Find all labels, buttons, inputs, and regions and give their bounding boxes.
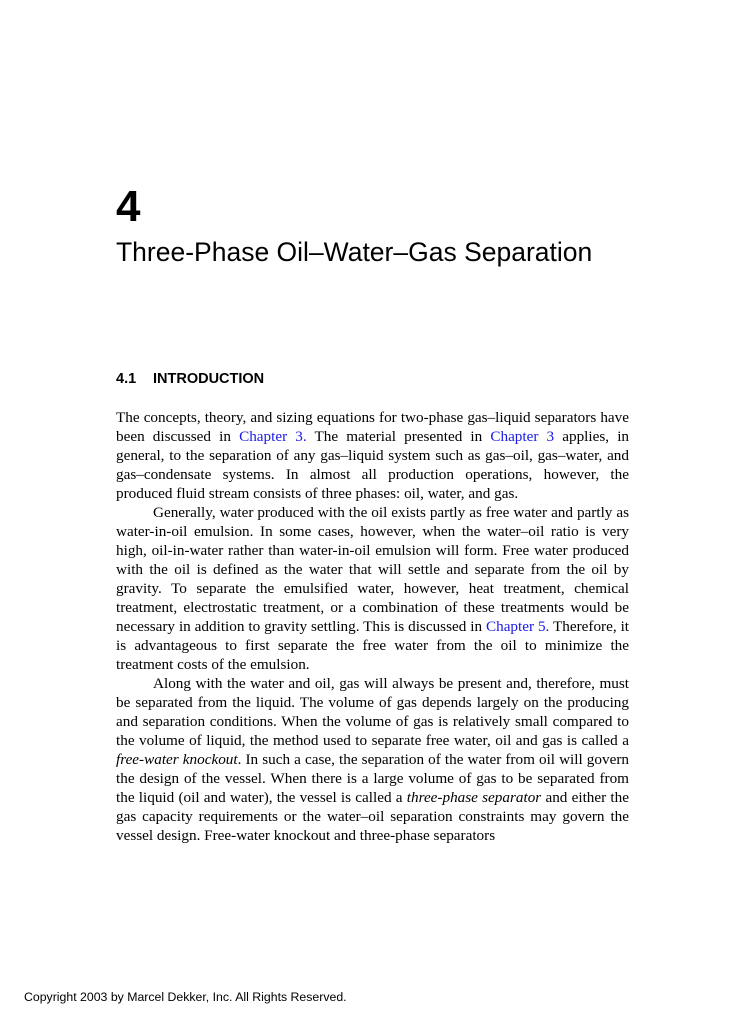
term-free-water-knockout: free-water knockout [116, 751, 238, 768]
section-heading [116, 370, 264, 388]
chapter-3-link[interactable]: Chapter 3 [490, 428, 555, 445]
paragraph-text: and either the gas capacity requirements or the water–oil separation constraints may govern the vessel design. Free-water knockout and three-phase separators [116, 789, 629, 844]
chapter-5-link[interactable]: Chapter 5. [485, 618, 550, 635]
paragraph-text: . In such a case, the separation of the water from oil will govern the design of the vessel. When there is a large volume of gas to be separated from the liquid (oil and water), the vessel is called a [116, 751, 629, 806]
chapter-number: 4 [116, 182, 141, 231]
paragraph-text: Therefore, it is advantageous to first separate the free water from the oil to minimize the treatment costs of the emulsion. [116, 618, 630, 673]
copyright-notice: Copyright 2003 by Marcel Dekker, Inc. All Rights Reserved. [24, 990, 347, 1004]
chapter-3-link[interactable]: Chapter 3. [239, 428, 307, 445]
paragraph-text: applies, in general, to the separation of any gas–liquid system such as gas–oil, gas–water, and gas–condensate systems. In almost all production operations, however, the produced fluid stream consists of three phases: oil, water, and gas. [116, 428, 630, 502]
paragraph-3 [116, 674, 629, 845]
paragraph-text: Generally, water produced with the oil exists partly as free water and partly as water-in-oil emulsion. In some cases, however, when the water–oil ratio is very high, oil-in-water rather than water-in-oil emulsion will form. Free water produced with the oil is defined as the water that will settle and separate from the oil by gravity. To separate the emulsified water, however, heat treatment, chemical treatment, electrostatic treatment, or a combination of these treatments would be necessary in addition to gravity settling. This is discussed in [116, 504, 629, 635]
paragraph-text: The material presented in [306, 428, 491, 445]
body-text [116, 408, 629, 845]
term-three-phase-separator: three-phase separator [406, 789, 542, 806]
chapter-title: Three-Phase Oil–Water–Gas Separation [116, 237, 593, 267]
paragraph-text: The concepts, theory, and sizing equations for two-phase gas–liquid separators have been discussed in [116, 409, 629, 445]
section-title: INTRODUCTION [153, 371, 265, 387]
paragraph-1 [116, 408, 629, 503]
section-number: 4.1 [116, 371, 137, 387]
paragraph-text: Along with the water and oil, gas will always be present and, therefore, must be separated from the liquid. The volume of gas depends largely on the producing and separation conditions. When the volume of gas is relatively small compared to the volume of liquid, the method used to separate free water, oil and gas is called a [116, 675, 629, 749]
paragraph-2 [116, 503, 629, 674]
